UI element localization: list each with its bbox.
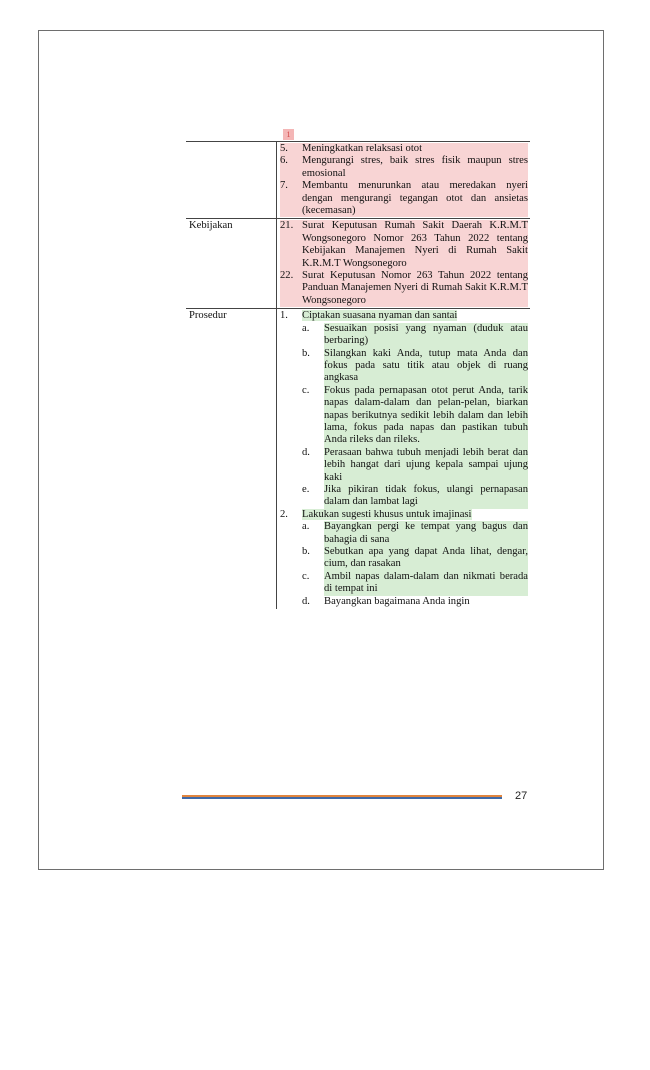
row-label: Prosedur xyxy=(186,309,277,609)
sub-number: a. xyxy=(302,521,310,533)
footer-rule-blue xyxy=(182,797,502,799)
item-text: Membantu menurunkan atau meredakan nyeri dengan mengurangi tegangan otot dan ansietas (kecemasan) xyxy=(302,180,528,217)
sub-text: Bayangkan bagaimana Anda ingin xyxy=(324,595,470,607)
step-number: 2. xyxy=(280,508,288,520)
step-text: Ciptakan suasana nyaman dan santai xyxy=(302,310,458,322)
sub-text: Perasaan bahwa tubuh menjadi lebih berat dan lebih hangat dari ujung kepala sampai ujung kaki xyxy=(324,446,528,483)
sub-text: Jika pikiran tidak fokus, ulangi pernapasan dalam dan lambat lagi xyxy=(324,483,528,508)
step-block xyxy=(302,509,528,608)
item-number: 6. xyxy=(280,155,288,167)
sub-item xyxy=(302,323,528,348)
page-number: 27 xyxy=(515,790,528,802)
sub-number: a. xyxy=(302,322,310,334)
sub-number: c. xyxy=(302,570,310,582)
sub-text: Sebutkan apa yang dapat Anda lihat, dengar, cium, dan rasakan xyxy=(324,546,528,570)
sub-number: b. xyxy=(302,546,310,557)
list-item xyxy=(280,220,528,270)
sub-number: d. xyxy=(302,595,310,607)
step-block xyxy=(302,310,528,509)
row-content xyxy=(277,219,531,309)
sub-item xyxy=(302,521,528,546)
list-item xyxy=(280,310,528,509)
sub-item xyxy=(302,385,528,447)
sub-text: Ambil napas dalam-dalam dan nikmati berada di tempat ini xyxy=(324,570,528,595)
list-item xyxy=(280,509,528,608)
item-number: 21. xyxy=(280,220,294,232)
sub-item xyxy=(302,546,528,571)
sub-text: Bayangkan pergi ke tempat yang bagus dan bahagia di sana xyxy=(324,521,528,545)
sub-text: Silangkan kaki Anda, tutup mata Anda dan fokus pada satu titik atau objek di ruang angkasa xyxy=(324,347,528,384)
table-row xyxy=(186,142,530,219)
step-text: Lakukan sugesti khusus untuk imajinasi xyxy=(302,508,472,520)
row-content xyxy=(277,142,531,219)
item-number: 5. xyxy=(280,143,288,154)
sub-item xyxy=(302,596,528,608)
sub-item xyxy=(302,484,528,509)
sub-item xyxy=(302,348,528,385)
row-label: Kebijakan xyxy=(186,219,277,309)
comment-marker[interactable]: 1 xyxy=(283,129,294,140)
list-item xyxy=(280,270,528,307)
row-content xyxy=(277,309,531,609)
row-label xyxy=(186,142,277,219)
footer-rule xyxy=(182,795,502,799)
sub-number: d. xyxy=(302,446,310,458)
item-number: 22. xyxy=(280,270,294,282)
sub-number: b. xyxy=(302,347,310,359)
item-text: Meningkatkan relaksasi otot xyxy=(302,143,423,154)
sub-text: Fokus pada pernapasan otot perut Anda, tarik napas dalam-dalam dan pelan-pelan, biarkan napas berikutnya sedikit lebih dalam dan lebih lama, fokus pada napas dan pastikan tubuh Anda rileks dan rileks. xyxy=(324,384,528,446)
table-row xyxy=(186,219,530,309)
table-row xyxy=(186,309,530,609)
item-text: Surat Keputusan Rumah Sakit Daerah K.R.M.T Wongsonegoro Nomor 263 Tahun 2022 tentang Kebijakan Manajemen Nyeri di Rumah Sakit K.R.M.T Wongsonegoro xyxy=(302,220,528,269)
list-item xyxy=(280,155,528,180)
step-number: 1. xyxy=(280,310,288,322)
item-text: Surat Keputusan Nomor 263 Tahun 2022 tentang Panduan Manajemen Nyeri di Rumah Sakit K.R.M.T Wongsonegoro xyxy=(302,270,528,306)
list-item xyxy=(280,180,528,217)
sub-item xyxy=(302,571,528,596)
item-number: 7. xyxy=(280,180,288,192)
sub-text: Sesuaikan posisi yang nyaman (duduk atau berbaring) xyxy=(324,322,528,347)
sub-item xyxy=(302,447,528,484)
sub-number: e. xyxy=(302,483,310,495)
list-item xyxy=(280,143,528,155)
item-text: Mengurangi stres, baik stres fisik maupun stres emosional xyxy=(302,155,528,179)
sub-number: c. xyxy=(302,384,310,396)
sop-table xyxy=(186,141,530,609)
